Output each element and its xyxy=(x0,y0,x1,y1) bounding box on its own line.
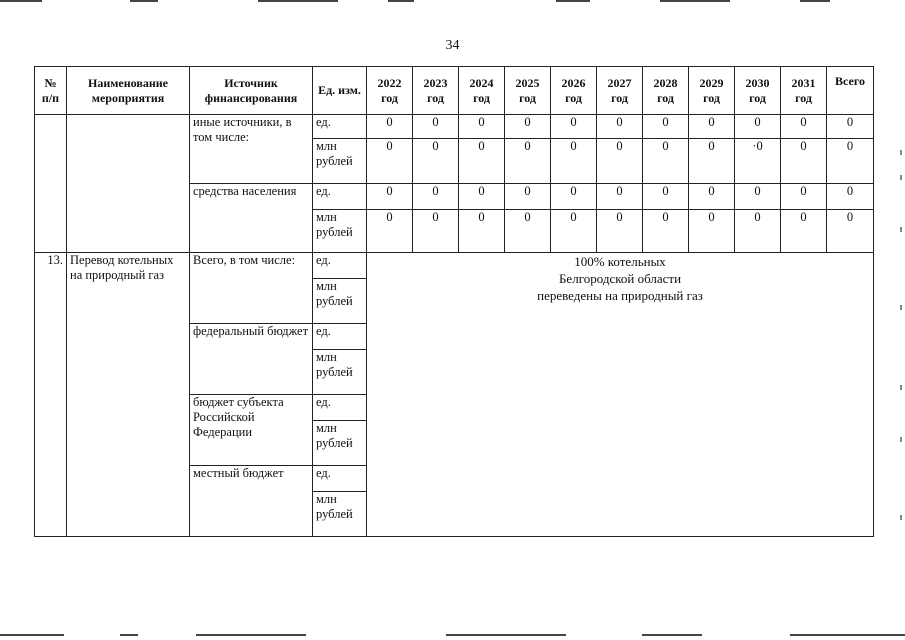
unit-cell: ед. xyxy=(313,466,367,492)
value-cell: 0 xyxy=(551,115,597,139)
scan-artifact-right xyxy=(900,227,902,232)
unit-cell: ед. xyxy=(313,324,367,350)
merged-note-cell xyxy=(367,253,874,537)
scan-artifact-right xyxy=(900,150,902,155)
total-cell: 0 xyxy=(827,139,874,184)
value-cell: 0 xyxy=(413,139,459,184)
header-year: 2024 год xyxy=(459,67,505,115)
scan-artifact-right xyxy=(900,437,902,442)
scan-artifact-top xyxy=(556,0,590,2)
source-cell: бюджет субъекта Российской Федерации xyxy=(190,395,313,466)
value-cell: 0 xyxy=(689,210,735,253)
unit-cell: ед. xyxy=(313,184,367,210)
header-year: 2023 год xyxy=(413,67,459,115)
source-cell: средства населения xyxy=(190,184,313,253)
unit-cell: ед. xyxy=(313,395,367,421)
header-total: Всего xyxy=(827,67,874,115)
value-cell: 0 xyxy=(781,115,827,139)
num-cell-empty xyxy=(35,115,67,253)
header-name: Наименование мероприятия xyxy=(67,67,190,115)
value-cell: 0 xyxy=(643,115,689,139)
scan-artifact-bottom xyxy=(790,634,905,636)
financing-table xyxy=(34,66,874,537)
value-cell: 0 xyxy=(413,210,459,253)
value-cell: 0 xyxy=(413,115,459,139)
value-cell: 0 xyxy=(735,184,781,210)
scan-artifact-top xyxy=(130,0,158,2)
scan-artifact-bottom xyxy=(642,634,702,636)
value-cell: 0 xyxy=(505,139,551,184)
value-cell: 0 xyxy=(459,115,505,139)
header-year: 2028 год xyxy=(643,67,689,115)
value-cell: 0 xyxy=(643,139,689,184)
value-cell: 0 xyxy=(781,184,827,210)
table-row xyxy=(35,253,874,279)
header-year: 2022 год xyxy=(367,67,413,115)
header-year: 2026 год xyxy=(551,67,597,115)
unit-cell: млн рублей xyxy=(313,350,367,395)
header-source: Источник финансирования xyxy=(190,67,313,115)
value-cell: 0 xyxy=(505,210,551,253)
scan-artifact-right xyxy=(900,305,902,310)
header-unit: Ед. изм. xyxy=(313,67,367,115)
unit-cell: млн рублей xyxy=(313,210,367,253)
header-year: 2029 год xyxy=(689,67,735,115)
value-cell: 0 xyxy=(367,115,413,139)
total-cell: 0 xyxy=(827,184,874,210)
value-cell: 0 xyxy=(551,184,597,210)
merged-note-line: переведены на природный газ xyxy=(537,288,703,303)
merged-note-line: 100% котельных xyxy=(574,254,666,269)
merged-note-line: Белгородской области xyxy=(558,271,682,286)
source-cell: иные источники, в том числе: xyxy=(190,115,313,184)
item-number: 13. xyxy=(35,253,67,537)
unit-cell: млн рублей xyxy=(313,492,367,537)
header-row xyxy=(35,67,874,115)
source-cell: Всего, в том числе: xyxy=(190,253,313,324)
table-row xyxy=(35,115,874,139)
header-year: 2027 год xyxy=(597,67,643,115)
page-number: 34 xyxy=(445,38,460,53)
scan-artifact-bottom xyxy=(120,634,138,636)
value-cell: 0 xyxy=(459,210,505,253)
value-cell: 0 xyxy=(597,184,643,210)
value-cell: 0 xyxy=(459,184,505,210)
value-cell: 0 xyxy=(643,184,689,210)
value-cell: ·0 xyxy=(735,139,781,184)
unit-cell: млн рублей xyxy=(313,421,367,466)
value-cell: 0 xyxy=(597,210,643,253)
scan-artifact-right xyxy=(900,175,902,180)
scan-artifact-bottom xyxy=(446,634,566,636)
value-cell: 0 xyxy=(689,115,735,139)
total-cell: 0 xyxy=(827,115,874,139)
value-cell: 0 xyxy=(367,210,413,253)
value-cell: 0 xyxy=(597,115,643,139)
value-cell: 0 xyxy=(597,139,643,184)
unit-cell: ед. xyxy=(313,115,367,139)
value-cell: 0 xyxy=(551,139,597,184)
name-cell-empty xyxy=(67,115,190,253)
item-name: Перевод котельных на природный газ xyxy=(67,253,190,537)
value-cell: 0 xyxy=(505,184,551,210)
value-cell: 0 xyxy=(505,115,551,139)
total-cell: 0 xyxy=(827,210,874,253)
value-cell: 0 xyxy=(781,139,827,184)
value-cell: 0 xyxy=(643,210,689,253)
scan-artifact-top xyxy=(388,0,414,2)
value-cell: 0 xyxy=(459,139,505,184)
value-cell: 0 xyxy=(689,139,735,184)
value-cell: 0 xyxy=(689,184,735,210)
header-num: № п/п xyxy=(35,67,67,115)
scan-artifact-bottom xyxy=(0,634,64,636)
header-year: 2030 год xyxy=(735,67,781,115)
scan-artifact-top xyxy=(660,0,730,2)
scan-artifact-right xyxy=(900,385,902,390)
unit-cell: млн рублей xyxy=(313,139,367,184)
header-year: 2031 год xyxy=(781,67,827,115)
scan-artifact-bottom xyxy=(196,634,306,636)
value-cell: 0 xyxy=(781,210,827,253)
header-year: 2025 год xyxy=(505,67,551,115)
value-cell: 0 xyxy=(367,184,413,210)
source-cell: местный бюджет xyxy=(190,466,313,537)
unit-cell: ед. xyxy=(313,253,367,279)
unit-cell: млн рублей xyxy=(313,279,367,324)
scan-artifact-right xyxy=(900,515,902,520)
value-cell: 0 xyxy=(735,210,781,253)
scan-artifact-top xyxy=(800,0,830,2)
value-cell: 0 xyxy=(735,115,781,139)
source-cell: федеральный бюджет xyxy=(190,324,313,395)
scan-artifact-top xyxy=(0,0,42,2)
value-cell: 0 xyxy=(367,139,413,184)
value-cell: 0 xyxy=(413,184,459,210)
scan-artifact-top xyxy=(258,0,338,2)
value-cell: 0 xyxy=(551,210,597,253)
